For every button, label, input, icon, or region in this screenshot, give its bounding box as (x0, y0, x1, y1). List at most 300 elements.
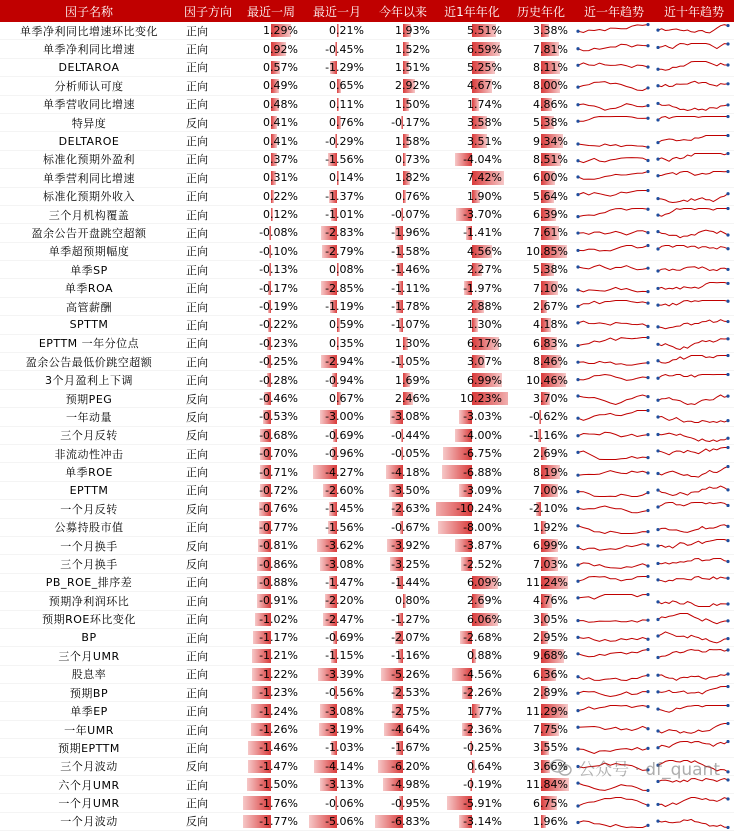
sparkline-path (578, 301, 648, 307)
hist-annualized (508, 408, 574, 426)
value-text: 1.90% (467, 189, 502, 203)
value-text: 7.00% (533, 483, 568, 497)
value-text: 4.67% (467, 79, 502, 93)
ytd-return (370, 389, 436, 407)
ytd-return (370, 353, 436, 371)
hist-annualized (508, 536, 574, 554)
value-text: -0.06% (325, 796, 364, 810)
value-text: 5.38% (533, 116, 568, 130)
week-return (238, 297, 304, 315)
direction: 正向 (178, 58, 238, 76)
sparkline-10y (654, 592, 734, 610)
hist-annualized (508, 500, 574, 518)
1y-annualized (436, 665, 508, 683)
sparkline-marker (646, 189, 649, 192)
sparkline-path (578, 821, 648, 828)
sparkline-path (658, 245, 728, 249)
value-text: -1.29% (325, 60, 364, 74)
sparkline-marker (656, 68, 659, 71)
value-text: -0.67% (391, 520, 430, 534)
month-return (304, 40, 370, 58)
week-return (238, 132, 304, 150)
sparkline-marker (726, 42, 729, 45)
sparkline-marker (576, 378, 579, 381)
sparkline-marker (646, 433, 649, 436)
month-return (304, 22, 370, 40)
month-return (304, 187, 370, 205)
week-return (238, 150, 304, 168)
week-return (238, 463, 304, 481)
value-text: -0.86% (259, 557, 298, 571)
sparkline-path (658, 320, 728, 329)
sparkline-path (658, 193, 728, 202)
sparkline-path (658, 466, 728, 477)
sparkline-marker (726, 337, 729, 340)
sparkline-marker (576, 344, 579, 347)
value-text: -0.17% (259, 281, 298, 295)
factor-name: 盈余公告最低价跳空超额 (0, 353, 178, 371)
value-text: -1.03% (325, 741, 364, 755)
factor-name: 非流动性冲击 (0, 444, 178, 462)
sparkline-marker (656, 174, 659, 177)
sparkline-marker (576, 473, 579, 476)
ytd-return (370, 150, 436, 168)
week-return (238, 776, 304, 794)
sparkline-marker (576, 726, 579, 729)
value-text: -1.17% (259, 631, 298, 645)
direction: 正向 (178, 371, 238, 389)
sparkline-1y (574, 536, 654, 554)
sparkline-path (578, 172, 648, 180)
table-row (0, 279, 734, 297)
sparkline-1y (574, 647, 654, 665)
factor-name: 三个月UMR (0, 647, 178, 665)
value-text: -0.53% (259, 410, 298, 424)
table-row (0, 95, 734, 113)
sparkline-marker (576, 159, 579, 162)
factor-name: 单季净利同比增速 (0, 40, 178, 58)
sparkline-10y (654, 353, 734, 371)
month-return (304, 665, 370, 683)
value-text: 1.30% (395, 336, 430, 350)
value-text: -0.71% (259, 465, 298, 479)
factor-name: 公募持股市值 (0, 518, 178, 536)
hist-annualized (508, 757, 574, 775)
sparkline-marker (656, 601, 659, 604)
hist-annualized (508, 610, 574, 628)
sparkline-marker (576, 249, 579, 252)
value-text: 6.83% (533, 336, 568, 350)
sparkline-marker (656, 359, 659, 362)
value-text: 2.95% (533, 631, 568, 645)
sparkline-marker (656, 433, 659, 436)
sparkline-marker (646, 648, 649, 651)
hist-annualized (508, 58, 574, 76)
value-text: -0.46% (259, 392, 298, 405)
month-return (304, 389, 370, 407)
sparkline-10y (654, 22, 734, 40)
month-return (304, 95, 370, 113)
value-text: -1.05% (391, 355, 430, 369)
sparkline-marker (646, 543, 649, 546)
sparkline-path (658, 687, 728, 694)
table-row (0, 150, 734, 168)
sparkline-marker (726, 446, 729, 449)
factor-name: DELTAROA (0, 58, 178, 76)
sparkline-path (578, 209, 648, 217)
month-return (304, 242, 370, 260)
value-text: 3.58% (467, 116, 502, 130)
sparkline-marker (656, 780, 659, 783)
sparkline-marker (656, 578, 659, 581)
1y-annualized (436, 500, 508, 518)
sparkline-marker (726, 797, 729, 800)
month-return (304, 77, 370, 95)
sparkline-marker (576, 103, 579, 106)
week-return (238, 353, 304, 371)
week-return (238, 169, 304, 187)
sparkline-marker (726, 740, 729, 743)
sparkline-marker (726, 619, 729, 622)
sparkline-marker (656, 656, 659, 659)
sparkline-marker (726, 603, 729, 606)
table-row (0, 702, 734, 720)
value-text: 8.51% (533, 152, 568, 166)
value-text: -0.69% (325, 428, 364, 442)
week-return (238, 187, 304, 205)
sparkline-marker (656, 471, 659, 474)
value-text: 0.80% (395, 594, 430, 608)
value-text: -3.87% (463, 539, 502, 553)
1y-annualized (436, 628, 508, 646)
sparkline-path (578, 411, 648, 421)
sparkline-marker (656, 618, 659, 621)
value-text: -1.07% (391, 318, 430, 332)
1y-annualized (436, 684, 508, 702)
value-text: 1.51% (395, 60, 430, 74)
value-text: -0.56% (325, 686, 364, 700)
ytd-return (370, 187, 436, 205)
direction: 正向 (178, 573, 238, 591)
value-text: -0.72% (259, 483, 298, 497)
ytd-return (370, 500, 436, 518)
sparkline-1y (574, 95, 654, 113)
value-text: 0.88% (467, 649, 502, 663)
sparkline-marker (656, 561, 659, 564)
direction: 反向 (178, 113, 238, 131)
ytd-return (370, 22, 436, 40)
table-row (0, 316, 734, 334)
month-return (304, 794, 370, 812)
sparkline-marker (576, 322, 579, 325)
table-row (0, 500, 734, 518)
factor-name: 预期ROE环比变化 (0, 610, 178, 628)
1y-annualized (436, 481, 508, 499)
sparkline-marker (576, 120, 579, 123)
hist-annualized (508, 334, 574, 352)
sparkline-marker (726, 24, 729, 27)
hist-annualized (508, 353, 574, 371)
hist-annualized (508, 444, 574, 462)
hist-annualized (508, 261, 574, 279)
ytd-return (370, 371, 436, 389)
sparkline-10y (654, 371, 734, 389)
sparkline-marker (726, 373, 729, 376)
sparkline-path (658, 117, 728, 120)
header-10y-trend: 近十年趋势 (654, 0, 734, 22)
table-row (0, 40, 734, 58)
value-text: -2.20% (325, 594, 364, 608)
sparkline-marker (576, 636, 579, 639)
sparkline-marker (726, 779, 729, 782)
1y-annualized (436, 776, 508, 794)
sparkline-marker (646, 705, 649, 708)
week-return (238, 334, 304, 352)
week-return (238, 408, 304, 426)
header-factor-name: 因子名称 (0, 0, 178, 22)
sparkline-marker (646, 409, 649, 412)
direction: 正向 (178, 279, 238, 297)
1y-annualized (436, 426, 508, 444)
table-row (0, 77, 734, 95)
sparkline-marker (646, 530, 649, 533)
sparkline-marker (576, 692, 579, 695)
hist-annualized (508, 95, 574, 113)
direction: 正向 (178, 224, 238, 242)
value-text: -1.16% (529, 428, 568, 442)
week-return (238, 242, 304, 260)
sparkline-marker (576, 451, 579, 454)
factor-name: 一个月UMR (0, 794, 178, 812)
sparkline-10y (654, 95, 734, 113)
1y-annualized (436, 205, 508, 223)
sparkline-marker (656, 157, 659, 160)
1y-annualized (436, 610, 508, 628)
factor-name: 预期BP (0, 684, 178, 702)
value-text: -2.47% (325, 612, 364, 626)
factor-name: 预期PEG (0, 389, 178, 407)
month-return (304, 702, 370, 720)
value-text: 6.00% (533, 171, 568, 185)
table-row (0, 187, 734, 205)
direction: 正向 (178, 628, 238, 646)
week-return (238, 665, 304, 683)
sparkline-1y (574, 261, 654, 279)
value-text: 1.69% (395, 373, 430, 387)
sparkline-1y (574, 22, 654, 40)
sparkline-marker (646, 395, 649, 398)
value-text: -1.01% (325, 208, 364, 222)
sparkline-1y (574, 316, 654, 334)
value-text: -1.21% (259, 649, 298, 663)
sparkline-1y (574, 224, 654, 242)
1y-annualized (436, 389, 508, 407)
value-text: -1.02% (259, 612, 298, 626)
ytd-return (370, 279, 436, 297)
sparkline-marker (646, 44, 649, 47)
hist-annualized (508, 573, 574, 591)
week-return (238, 739, 304, 757)
table-row (0, 242, 734, 260)
value-text: -3.00% (325, 410, 364, 424)
value-text: -4.04% (463, 152, 502, 166)
sparkline-path (578, 544, 648, 550)
factor-name: 盈余公告开盘跳空超额 (0, 224, 178, 242)
factor-name: 单季超预期幅度 (0, 242, 178, 260)
direction: 正向 (178, 132, 238, 150)
sparkline-marker (656, 802, 659, 805)
sparkline-marker (646, 23, 649, 26)
sparkline-10y (654, 113, 734, 131)
sparkline-marker (646, 471, 649, 474)
value-text: -0.69% (325, 631, 364, 645)
factor-name: SPTTM (0, 316, 178, 334)
week-return (238, 389, 304, 407)
ytd-return (370, 132, 436, 150)
table-row (0, 408, 734, 426)
sparkline-path (578, 650, 648, 657)
direction: 反向 (178, 408, 238, 426)
hist-annualized (508, 592, 574, 610)
sparkline-marker (726, 207, 729, 210)
month-return (304, 812, 370, 830)
value-text: 0.31% (263, 171, 298, 185)
sparkline-10y (654, 334, 734, 352)
hist-annualized (508, 720, 574, 738)
value-text: -1.24% (259, 704, 298, 718)
sparkline-path (578, 287, 648, 292)
table-row (0, 297, 734, 315)
hist-annualized (508, 279, 574, 297)
month-return (304, 353, 370, 371)
sparkline-marker (726, 234, 729, 237)
sparkline-1y (574, 812, 654, 830)
ytd-return (370, 95, 436, 113)
table-row (0, 444, 734, 462)
value-text: 1.58% (395, 134, 430, 148)
value-text: 5.64% (533, 189, 568, 203)
direction: 正向 (178, 187, 238, 205)
hist-annualized (508, 242, 574, 260)
sparkline-path (658, 43, 728, 48)
sparkline-1y (574, 279, 654, 297)
sparkline-marker (576, 804, 579, 807)
hist-annualized (508, 40, 574, 58)
value-text: 5.25% (467, 60, 502, 74)
hist-annualized (508, 297, 574, 315)
hist-annualized (508, 22, 574, 40)
1y-annualized (436, 77, 508, 95)
ytd-return (370, 757, 436, 775)
ytd-return (370, 518, 436, 536)
sparkline-10y (654, 444, 734, 462)
table-row (0, 536, 734, 554)
value-text: 2.69% (467, 594, 502, 608)
value-text: -1.50% (259, 778, 298, 792)
sparkline-path (658, 525, 728, 533)
ytd-return (370, 684, 436, 702)
sparkline-10y (654, 628, 734, 646)
week-return (238, 592, 304, 610)
factor-name: 一个月换手 (0, 536, 178, 554)
hist-annualized (508, 463, 574, 481)
sparkline-path (578, 506, 648, 513)
value-text: -0.94% (325, 373, 364, 387)
value-text: 0.37% (263, 152, 298, 166)
factor-name: 单季净利同比增速环比变化 (0, 22, 178, 40)
sparkline-path (658, 503, 728, 507)
value-text: 6.36% (533, 667, 568, 681)
sparkline-marker (656, 29, 659, 32)
table-row (0, 426, 734, 444)
direction: 反向 (178, 812, 238, 830)
value-text: -3.25% (391, 557, 430, 571)
table-row (0, 463, 734, 481)
direction: 反向 (178, 555, 238, 573)
month-return (304, 757, 370, 775)
hist-annualized (508, 665, 574, 683)
hist-annualized (508, 150, 574, 168)
direction: 正向 (178, 684, 238, 702)
sparkline-marker (576, 434, 579, 437)
sparkline-marker (646, 145, 649, 148)
sparkline-marker (726, 826, 729, 829)
value-text: 9.68% (533, 649, 568, 663)
direction: 正向 (178, 261, 238, 279)
1y-annualized (436, 353, 508, 371)
sparkline-marker (656, 416, 659, 419)
sparkline-1y (574, 205, 654, 223)
sparkline-path (578, 620, 648, 622)
table-row (0, 22, 734, 40)
table-row (0, 389, 734, 407)
value-text: -6.75% (463, 447, 502, 461)
factor-name: 三个月机构覆盖 (0, 205, 178, 223)
sparkline-10y (654, 426, 734, 444)
value-text: 0.08% (329, 263, 364, 277)
value-text: 0.65% (329, 79, 364, 93)
sparkline-path (578, 692, 648, 697)
value-text: -1.77% (259, 814, 298, 828)
week-return (238, 426, 304, 444)
value-text: -0.05% (391, 447, 430, 461)
sparkline-marker (726, 281, 729, 284)
week-return (238, 371, 304, 389)
sparkline-10y (654, 481, 734, 499)
1y-annualized (436, 40, 508, 58)
sparkline-marker (646, 267, 649, 270)
1y-annualized (436, 592, 508, 610)
1y-annualized (436, 463, 508, 481)
hist-annualized (508, 702, 574, 720)
value-text: 10.23% (460, 392, 502, 405)
sparkline-path (578, 190, 648, 196)
sparkline-path (578, 82, 648, 91)
value-text: 0.67% (329, 392, 364, 405)
sparkline-10y (654, 242, 734, 260)
value-text: -0.19% (463, 778, 502, 792)
sparkline-marker (576, 47, 579, 50)
value-text: -3.14% (463, 814, 502, 828)
sparkline-marker (726, 504, 729, 507)
value-text: -4.00% (463, 428, 502, 442)
hist-annualized (508, 132, 574, 150)
value-text: 4.86% (533, 97, 568, 111)
sparkline-1y (574, 592, 654, 610)
value-text: -0.25% (463, 741, 502, 755)
sparkline-marker (646, 361, 649, 364)
value-text: -1.37% (325, 189, 364, 203)
